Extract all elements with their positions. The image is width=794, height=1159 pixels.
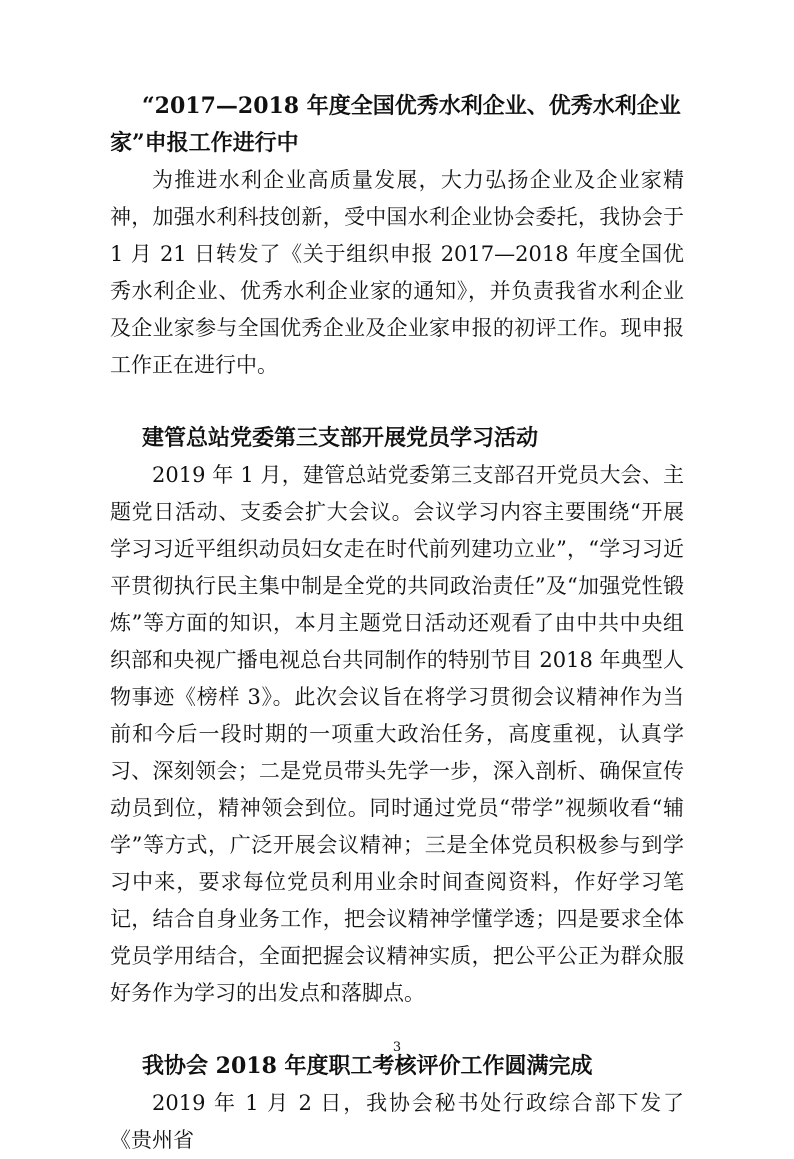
article-heading: “2017—2018 年度全国优秀水利企业、优秀水利企业家”申报工作进行中: [110, 93, 681, 156]
article-application-news: [110, 88, 684, 384]
article-body: 为推进水利企业高质量发展，大力弘扬企业及企业家精神，加强水利科技创新，受中国水利企业协会委托，我协会于 1 月 21 日转发了《关于组织申报 2017—2018 年度全国优秀水利企业、优秀水利企业家的通知》，并负责我省水利企业及企业家参与全国优秀企业及企业家申报的初评工作。现申报工作正在进行中。: [110, 168, 684, 377]
article-body: 2019 年 1 月，建管总站党委第三支部召开党员大会、主题党日活动、支委会扩大会议。会议学习内容主要围绕“开展学习习近平组织动员妇女走在时代前列建功立业”，“学习习近平贯彻执行民主集中制是全党的共同政治责任”及“加强党性锻炼”等方面的知识，本月主题党日活动还观看了由中共中央组织部和央视广播电视总台共同制作的特别节目 2018 年典型人物事迹《榜样 3》。此次会议旨在将学习贯彻会议精神作为当前和今后一段时期的一项重大政治任务，高度重视，认真学习、深刻领会；二是党员带头先学一步，深入剖析、确保宣传动员到位，精神领会到位。同时通过党员“带学”视频收看“辅学”等方式，广泛开展会议精神；三是全体党员积极参与到学习中来，要求每位党员利用业余时间查阅资料，作好学习笔记，结合自身业务工作，把会议精神学懂学透；四是要求全体党员学用结合，全面把握会议精神实质，把公平公正为群众服好务作为学习的出发点和落脚点。: [110, 463, 684, 1005]
article-heading: 建管总站党委第三支部开展党员学习活动: [142, 425, 539, 451]
article-body: 2019 年 1 月 2 日，我协会秘书处行政综合部下发了《贵州省: [110, 1091, 684, 1152]
article-heading: 我协会 2018 年度职工考核评价工作圆满完成: [142, 1053, 593, 1079]
article-party-study: [110, 420, 684, 1012]
page-number: 3: [392, 1040, 402, 1055]
article-staff-evaluation: [110, 1048, 684, 1159]
